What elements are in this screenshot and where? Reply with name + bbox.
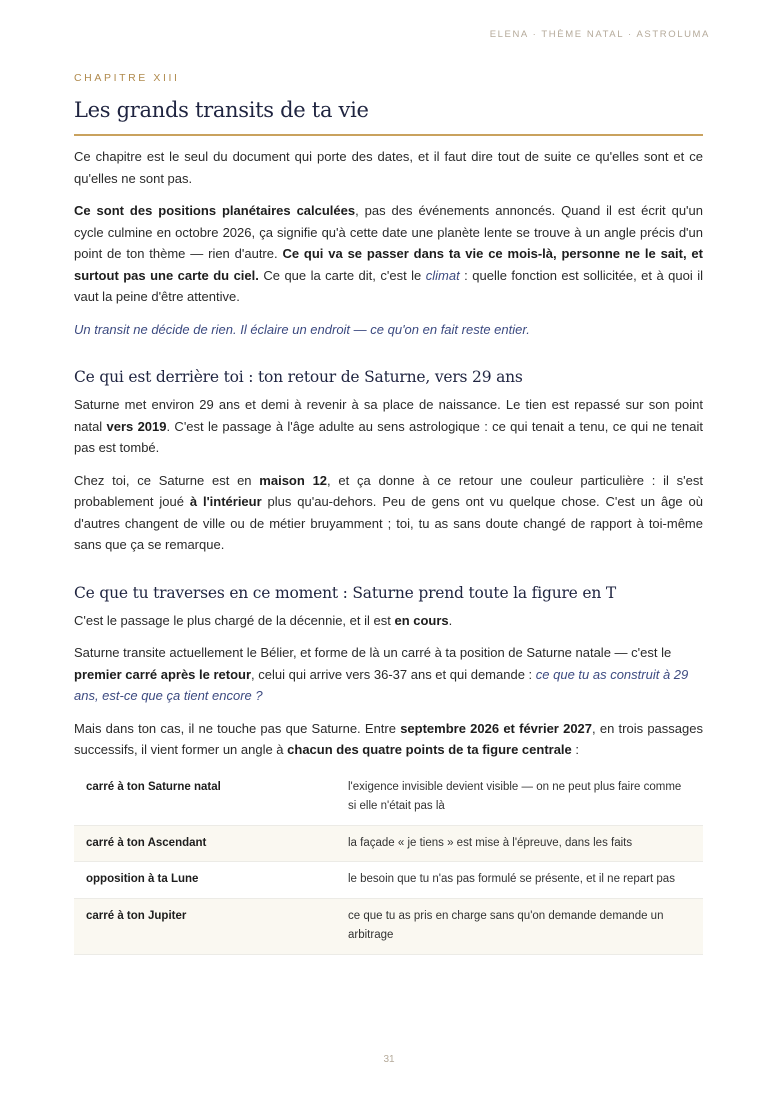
body-text: C'est le passage le plus chargé de la décennie, et il est <box>74 612 395 628</box>
section2-paragraph-1 <box>74 610 703 632</box>
page-number: 31 <box>383 1054 395 1065</box>
bold-text: en cours <box>394 612 449 628</box>
body-text: Mais dans ton cas, il ne touche pas que Saturne. Entre <box>74 720 401 736</box>
transit-meaning: le besoin que tu n'as pas formulé se présente, et il ne repart pas <box>336 862 703 899</box>
body-text: : quelle fonction est sollicitée, et à quoi il vaut la peine d'être attentive. <box>74 267 703 304</box>
italic-text: ce que tu as construit à 29 ans, est-ce que ça tient encore ? <box>74 666 689 703</box>
section-heading-current-transit: Ce que tu traverses en ce moment : Saturne prend toute la figure en T <box>74 583 617 602</box>
body-text: Saturne transite actuellement le Bélier, et forme de là un carré à ta position de Saturne natale — c'est le <box>74 645 672 660</box>
transit-aspect: carré à ton Saturne natal <box>74 770 336 826</box>
body-text: . C'est le passage à l'âge adulte au sens astrologique : ce qui tenait a tenu, ce qui ne tenait pas est tombé. <box>74 418 703 455</box>
page-content <box>74 72 703 955</box>
bold-text: vers 2019 <box>106 418 167 434</box>
bold-text: chacun des quatre points de ta figure centrale <box>287 742 572 757</box>
table-row <box>74 862 703 899</box>
section1-paragraph-2 <box>74 470 703 556</box>
body-text: . <box>448 612 453 628</box>
transit-meaning: l'exigence invisible devient visible — on ne peut plus faire comme si elle n'était pas là <box>336 770 703 826</box>
body-text: , celui qui arrive vers 36-37 ans et qui demande : <box>251 666 536 682</box>
bold-text: septembre 2026 et février 2027 <box>400 720 593 736</box>
transit-meaning: ce que tu as pris en charge sans qu'on demande demande un arbitrage <box>336 898 703 954</box>
bold-text: Ce qui va se passer dans ta vie ce mois-là, personne ne le sait, et surtout pas une carte du ciel. <box>74 246 703 283</box>
body-text: , pas des événements annoncés. Quand il est écrit qu'un cycle culmine en octobre 2026, ça signifie qu'à cette date une planète lente se trouve à un angle précis d'un point de ton thème — rien d'autre. <box>74 203 703 261</box>
section2-paragraph-2 <box>74 642 703 707</box>
body-text: : <box>571 742 580 757</box>
intro-paragraph-1: Ce chapitre est le seul du document qui porte des dates, et il faut dire tout de suite ce qu'elles sont et ce qu'elles ne sont pas. <box>74 149 703 186</box>
body-text: , en trois passages successifs, il vient former un angle à <box>74 720 703 757</box>
transits-table <box>74 770 703 955</box>
transit-aspect: opposition à ta Lune <box>74 862 336 899</box>
title-rule <box>74 134 703 136</box>
body-text: plus qu'au-dehors. Peu de gens ont vu quelque chose. C'est un âge où d'autres changent de ville ou de métier bruyamment ; toi, tu as sans doute changé de rapport à toi-même sans que ça se remarque. <box>74 494 703 552</box>
table-row <box>74 898 703 954</box>
transit-aspect: carré à ton Ascendant <box>74 825 336 862</box>
body-text: Ce que la carte dit, c'est le <box>258 267 426 283</box>
callout-quote: Un transit ne décide de rien. Il éclaire un endroit — ce qu'on en fait reste entier. <box>74 321 530 337</box>
chapter-label: CHAPITRE XIII <box>74 72 180 84</box>
section2-paragraph-3 <box>74 718 703 761</box>
section-heading-saturn-return: Ce qui est derrière toi : ton retour de Saturne, vers 29 ans <box>74 368 523 386</box>
transit-aspect: carré à ton Jupiter <box>74 898 336 954</box>
bold-text: premier carré après le retour <box>74 666 252 682</box>
intro-paragraph-2 <box>74 200 703 308</box>
table-row <box>74 825 703 862</box>
italic-text: climat <box>425 267 460 283</box>
body-text: Saturne met environ 29 ans et demi à revenir à sa place de naissance. Le tien est repassé sur son point natal <box>74 397 703 434</box>
section1-paragraph-1 <box>74 394 703 459</box>
chapter-title: Les grands transits de ta vie <box>74 98 369 122</box>
bold-text: à l'intérieur <box>189 494 262 509</box>
transit-meaning: la façade « je tiens » est mise à l'épreuve, dans les faits <box>336 825 703 862</box>
body-text: , et ça donne à ce retour une couleur particulière : il s'est probablement joué <box>74 472 703 509</box>
bold-text: maison 12 <box>259 472 328 488</box>
bold-text: Ce sont des positions planétaires calculées <box>74 203 356 218</box>
table-row <box>74 770 703 826</box>
body-text: Chez toi, ce Saturne est en <box>74 472 260 488</box>
running-header: ELENA · THÈME NATAL · ASTROLUMA <box>489 29 710 40</box>
